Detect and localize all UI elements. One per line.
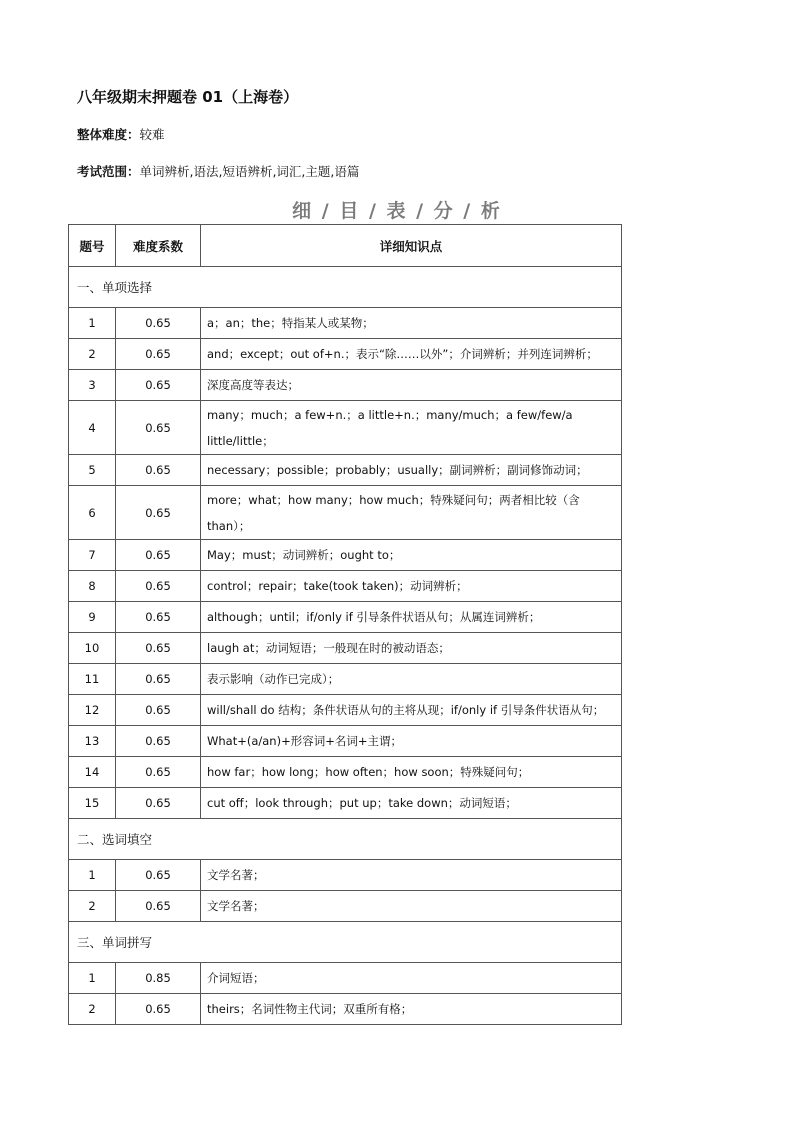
knowledge-points: many；much；a few+n.；a little+n.；many/much；a few/few/a little/little； — [201, 401, 622, 455]
knowledge-points: theirs；名词性物主代词；双重所有格； — [201, 994, 622, 1025]
section-row — [69, 267, 622, 308]
section-row — [69, 819, 622, 860]
difficulty-coefficient: 0.65 — [116, 571, 201, 602]
question-number: 10 — [69, 633, 116, 664]
section-title: 一、单项选择 — [69, 267, 622, 308]
table-row — [69, 401, 622, 455]
table-row — [69, 308, 622, 339]
difficulty-coefficient: 0.65 — [116, 308, 201, 339]
table-row — [69, 370, 622, 401]
table-header-row — [69, 225, 622, 267]
question-number: 9 — [69, 602, 116, 633]
difficulty-coefficient: 0.65 — [116, 788, 201, 819]
question-number: 7 — [69, 540, 116, 571]
table-heading: 细 / 目 / 表 / 分 / 析 — [292, 200, 502, 222]
difficulty-coefficient: 0.65 — [116, 757, 201, 788]
scope-line — [77, 162, 359, 180]
difficulty-line — [77, 125, 165, 143]
table-row — [69, 994, 622, 1025]
section-row — [69, 922, 622, 963]
table-row — [69, 860, 622, 891]
difficulty-coefficient: 0.65 — [116, 994, 201, 1025]
scope-label: 考试范围： — [77, 164, 140, 179]
table-row — [69, 602, 622, 633]
knowledge-points: more；what；how many；how much；特殊疑问句；两者相比较（含than）； — [201, 486, 622, 540]
knowledge-points: cut off；look through；put up；take down；动词短语； — [201, 788, 622, 819]
question-number: 1 — [69, 308, 116, 339]
scope-value: 单词辨析,语法,短语辨析,词汇,主题,语篇 — [139, 164, 360, 179]
knowledge-points: control；repair；take(took taken)；动词辨析； — [201, 571, 622, 602]
knowledge-points: 深度高度等表达； — [201, 370, 622, 401]
table-row — [69, 540, 622, 571]
section-title: 二、选词填空 — [69, 819, 622, 860]
knowledge-points: 介词短语； — [201, 963, 622, 994]
knowledge-points: 文学名著； — [201, 860, 622, 891]
question-number: 2 — [69, 994, 116, 1025]
question-number: 3 — [69, 370, 116, 401]
question-number: 1 — [69, 860, 116, 891]
knowledge-points: will/shall do 结构；条件状语从句的主将从现；if/only if 引导条件状语从句； — [201, 695, 622, 726]
question-number: 5 — [69, 455, 116, 486]
question-number: 11 — [69, 664, 116, 695]
knowledge-points: and；except；out of+n.；表示“除……以外”；介词辨析；并列连词辨析； — [201, 339, 622, 370]
question-number: 2 — [69, 891, 116, 922]
difficulty-coefficient: 0.65 — [116, 486, 201, 540]
difficulty-coefficient: 0.65 — [116, 602, 201, 633]
difficulty-coefficient: 0.65 — [116, 339, 201, 370]
question-number: 8 — [69, 571, 116, 602]
difficulty-coefficient: 0.85 — [116, 963, 201, 994]
question-number: 13 — [69, 726, 116, 757]
header-difficulty: 难度系数 — [116, 225, 201, 267]
knowledge-points: a；an；the；特指某人或某物； — [201, 308, 622, 339]
difficulty-coefficient: 0.65 — [116, 891, 201, 922]
knowledge-points: What+(a/an)+形容词+名词+主谓； — [201, 726, 622, 757]
question-number: 6 — [69, 486, 116, 540]
difficulty-coefficient: 0.65 — [116, 401, 201, 455]
table-row — [69, 891, 622, 922]
question-number: 12 — [69, 695, 116, 726]
table-row — [69, 455, 622, 486]
question-number: 15 — [69, 788, 116, 819]
table-row — [69, 571, 622, 602]
analysis-table — [68, 224, 622, 1025]
table-row — [69, 633, 622, 664]
knowledge-points: although；until；if/only if 引导条件状语从句；从属连词辨析； — [201, 602, 622, 633]
knowledge-points: laugh at；动词短语；一般现在时的被动语态； — [201, 633, 622, 664]
difficulty-value: 较难 — [139, 127, 165, 142]
table-row — [69, 664, 622, 695]
header-knowledge-points: 详细知识点 — [201, 225, 622, 267]
difficulty-label: 整体难度： — [77, 127, 140, 142]
table-row — [69, 695, 622, 726]
knowledge-points: May；must；动词辨析；ought to； — [201, 540, 622, 571]
question-number: 14 — [69, 757, 116, 788]
difficulty-coefficient: 0.65 — [116, 540, 201, 571]
question-number: 4 — [69, 401, 116, 455]
question-number: 1 — [69, 963, 116, 994]
header-number: 题号 — [69, 225, 116, 267]
knowledge-points: necessary；possible；probably；usually；副词辨析；副词修饰动词； — [201, 455, 622, 486]
table-row — [69, 788, 622, 819]
question-number: 2 — [69, 339, 116, 370]
knowledge-points: 表示影响（动作已完成）； — [201, 664, 622, 695]
table-row — [69, 339, 622, 370]
difficulty-coefficient: 0.65 — [116, 633, 201, 664]
table-row — [69, 486, 622, 540]
section-title: 三、单词拼写 — [69, 922, 622, 963]
difficulty-coefficient: 0.65 — [116, 664, 201, 695]
knowledge-points: how far；how long；how often；how soon；特殊疑问句； — [201, 757, 622, 788]
difficulty-coefficient: 0.65 — [116, 860, 201, 891]
table-row — [69, 726, 622, 757]
table-row — [69, 757, 622, 788]
difficulty-coefficient: 0.65 — [116, 726, 201, 757]
difficulty-coefficient: 0.65 — [116, 370, 201, 401]
difficulty-coefficient: 0.65 — [116, 695, 201, 726]
difficulty-coefficient: 0.65 — [116, 455, 201, 486]
knowledge-points: 文学名著； — [201, 891, 622, 922]
document-title: 八年级期末押题卷 01（上海卷） — [77, 88, 299, 106]
table-row — [69, 963, 622, 994]
